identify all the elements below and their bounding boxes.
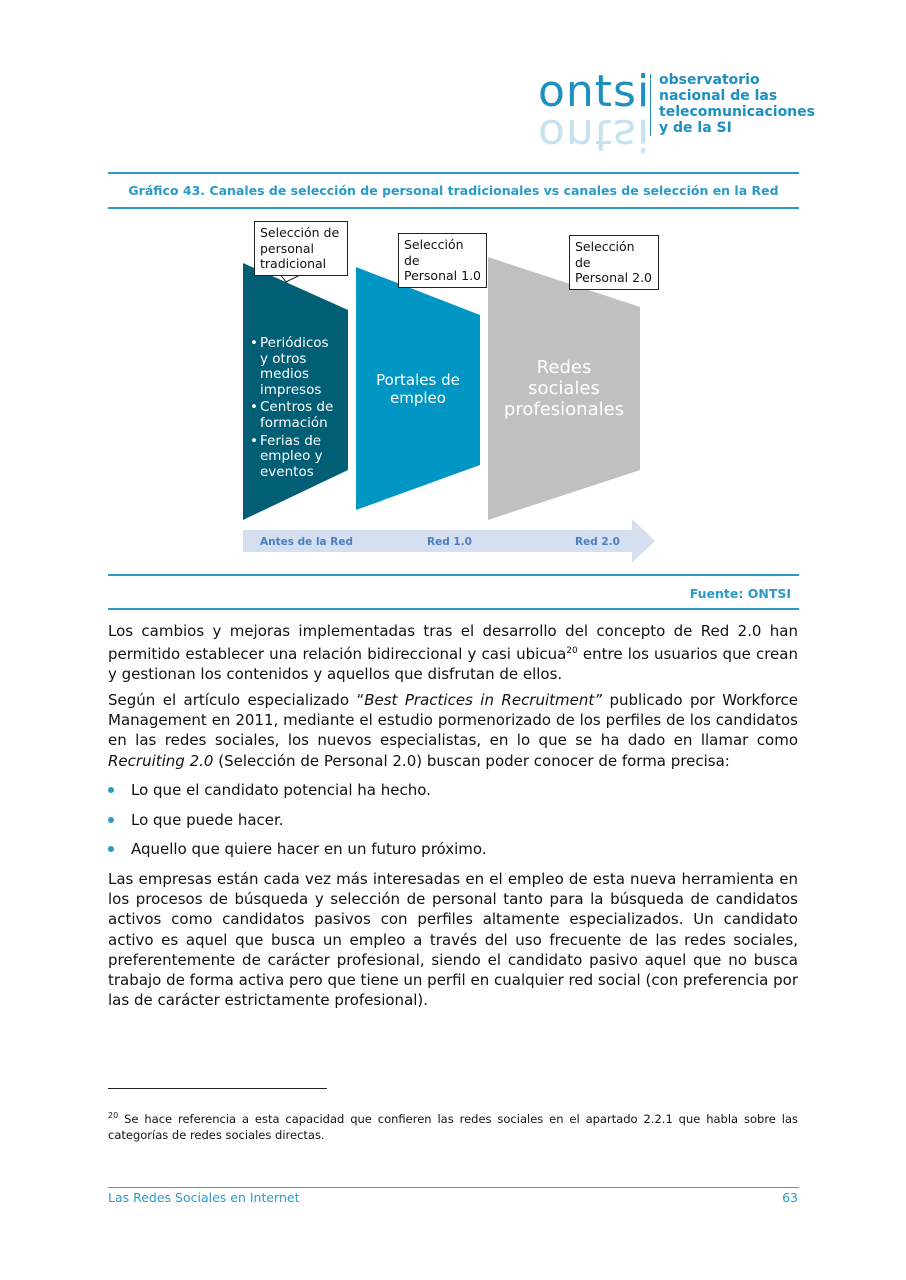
paragraph-text: publicado por Workforce Management en 2011, mediante el estudio pormenorizado de los perfiles de los candidatos en las redes sociales, los nuevos especialistas, en lo que se ha dado en llamar como xyxy=(108,691,799,750)
list-bullet: • xyxy=(250,335,258,351)
stage-web2-line: profesionales xyxy=(503,399,625,420)
timeline-label-red2: Red 2.0 xyxy=(575,536,620,548)
list-bullet: • xyxy=(250,433,258,449)
footnote-text: Se hace referencia a esta capacidad que confieren las redes sociales en el apartado 2.2.1 que habla sobre las categorías de redes sociales directas. xyxy=(108,1111,798,1142)
callout-traditional xyxy=(254,221,348,276)
paragraph-text: Los cambios y mejoras implementadas tras el desarrollo del concepto de Red 2.0 han permitido establecer una relación bidireccional y casi ubicua xyxy=(108,622,798,664)
callout-web2 xyxy=(569,235,659,290)
article-title: Best Practices in Recruitment” xyxy=(364,691,603,709)
list-item-line: Centros de xyxy=(260,399,334,415)
figure-title: Gráfico 43. Canales de selección de personal tradicionales vs canales de selección en la Red xyxy=(128,183,779,198)
list-item-line: impresos xyxy=(260,382,322,398)
list-item-text: Lo que puede hacer. xyxy=(131,811,284,829)
list-item-text: Aquello que quiere hacer en un futuro próximo. xyxy=(131,840,487,858)
figure-bottom-rule xyxy=(108,574,799,576)
callout-line: Personal 2.0 xyxy=(575,270,652,285)
paragraph-2 xyxy=(108,690,798,771)
paragraph-text: Según el artículo especializado “ xyxy=(108,691,365,709)
figure-source-rule xyxy=(108,608,799,610)
list-item-text: Lo que el candidato potencial ha hecho. xyxy=(131,781,431,799)
timeline-label-before: Antes de la Red xyxy=(260,536,354,548)
figure-source: Fuente: ONTSI xyxy=(689,586,791,601)
footer-title: Las Redes Sociales en Internet xyxy=(108,1190,300,1205)
logo-line: observatorio xyxy=(659,72,760,88)
footer-rule xyxy=(108,1187,799,1188)
callout-line: tradicional xyxy=(260,256,327,271)
logo-line: y de la SI xyxy=(659,120,732,136)
footnote xyxy=(108,1108,798,1143)
stage-web1-line: Portales de xyxy=(376,371,460,389)
ontsi-logo: ontsi xyxy=(538,66,651,117)
logo-subtitle xyxy=(659,72,815,136)
stage-web2-line: Redes xyxy=(536,357,592,378)
list-item-line: Periódicos xyxy=(260,335,329,351)
callout-line: Selección de xyxy=(575,239,635,270)
list-item-line: medios xyxy=(260,366,310,382)
callout-line: Selección de xyxy=(260,225,340,240)
footnote-ref: 20 xyxy=(566,646,578,657)
callout-line: Selección de xyxy=(404,237,464,268)
paragraph-3: Las empresas están cada vez más interesadas en el empleo de esta nueva herramienta en los procesos de búsqueda y selección de personal tanto para la búsqueda de candidatos activos como candidatos pasivos con perfiles altamente especializados. Un candidato activo es aquel que busca un empleo a través del uso frecuente de las redes sociales, preferentemente de carácter profesional, siendo el candidato pasivo aquel que no busca trabajo de forma activa pero que tiene un perfil en cualquier red social (con preferencia por las de carácter estrictamente profesional). xyxy=(108,870,798,1010)
bullet-dot xyxy=(108,787,114,793)
callout-line: personal xyxy=(260,240,314,256)
list-item-line: y otros xyxy=(260,351,307,367)
stage-web2-line: sociales xyxy=(528,378,600,399)
list-item-line: Ferias de xyxy=(260,433,322,449)
footnote-number: 20 xyxy=(108,1111,119,1120)
list-item-line: formación xyxy=(260,415,328,431)
timeline-label-red1: Red 1.0 xyxy=(427,536,472,548)
recruiting-term: Recruiting 2.0 xyxy=(108,751,214,770)
callout-web1 xyxy=(398,233,487,288)
logo-divider xyxy=(650,74,651,136)
callout-line: Personal 1.0 xyxy=(404,268,481,283)
list-item-line: empleo y xyxy=(260,448,323,464)
list-bullet: • xyxy=(250,399,258,415)
figure-title-rule xyxy=(108,207,799,209)
list-item-line: eventos xyxy=(260,464,314,480)
paragraph-text: (Selección de Personal 2.0) buscan poder conocer de forma precisa: xyxy=(213,751,730,770)
stage-web1-line: empleo xyxy=(390,389,446,407)
logo-line: nacional de las xyxy=(659,88,778,104)
figure-top-rule xyxy=(108,172,799,174)
paragraph-text: entre los usuarios que crean y gestionan los contenidos y aquellos que disfrutan de ellos. xyxy=(108,645,798,684)
page-number: 63 xyxy=(782,1190,798,1205)
paragraph-1 xyxy=(108,621,798,685)
logo-line: telecomunicaciones xyxy=(659,104,815,120)
footnote-rule xyxy=(108,1088,327,1089)
bullet-dot xyxy=(108,846,114,852)
ontsi-logo-reflection: ontsi xyxy=(538,109,651,160)
bullet-dot xyxy=(108,817,114,823)
